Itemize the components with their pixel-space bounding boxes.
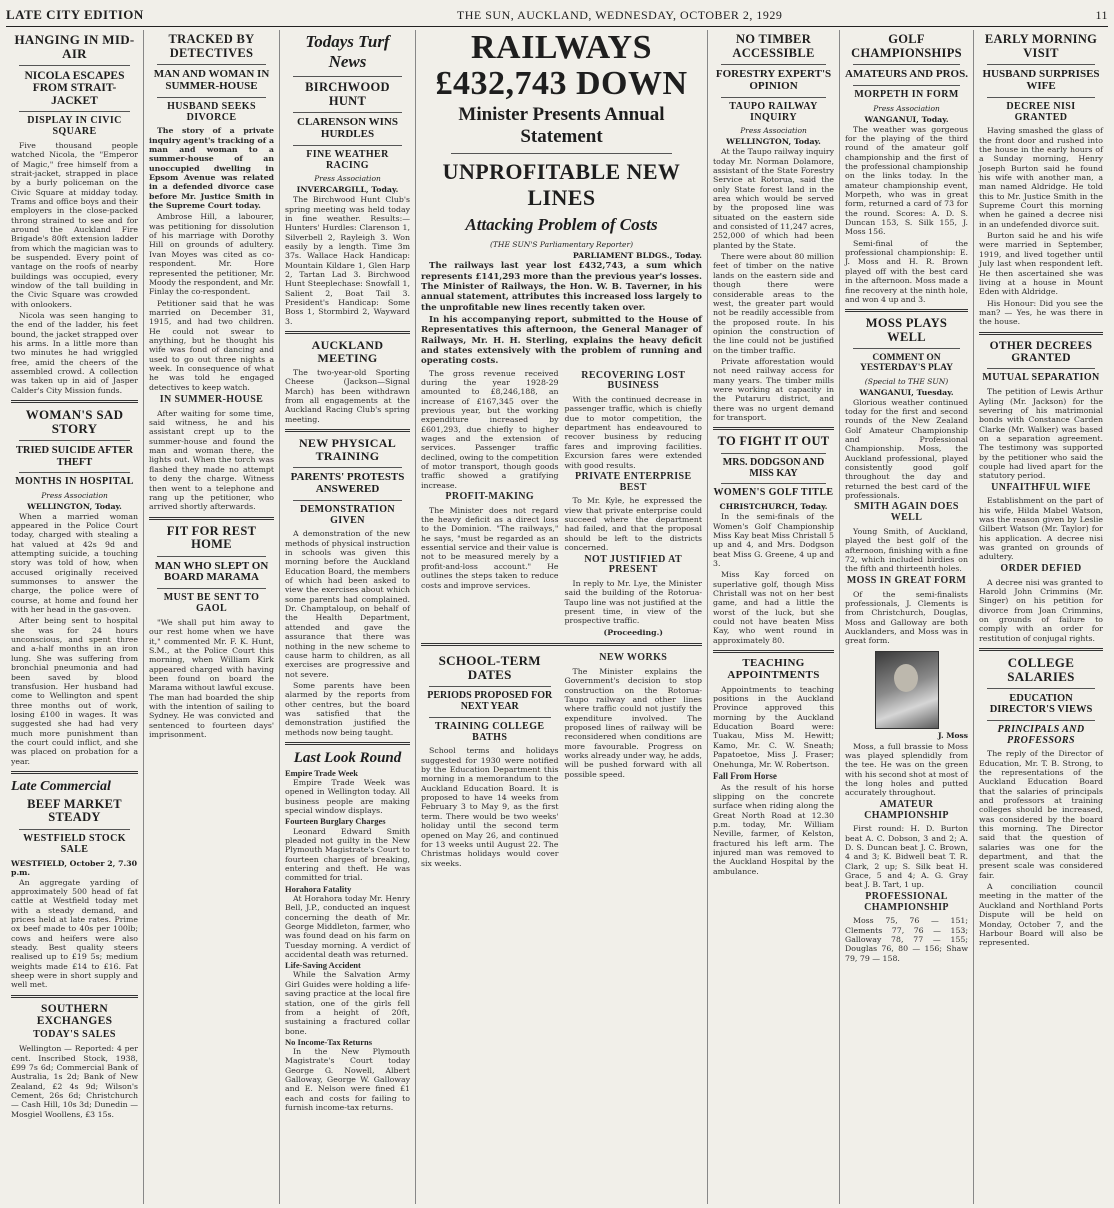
headline-birchwood: BIRCHWOOD HUNT (305, 80, 390, 108)
paragraph: The gross revenue received during the year 1928-29 amounted to £8,246,188, an increase of £167,345 over the previous year, but the working expenditure increased by £601,293, due chiefly to higher wages and the extension of services. Passenger traffic declined, owing to the competition of motor transport, though goods traffic showed a gratifying increase. (421, 368, 559, 490)
press-credit: Press Association (41, 490, 108, 500)
paragraph: At the Taupo railway inquiry today Mr. Norman Dolamore, assistant of the State Forestry Service at Rotorua, said the only State forest land in the area which would be served by the proposed line was situated on the eastern side and consisted of 11,247 acres, 252,000 of which had been planted by the State. (713, 147, 834, 250)
subhead-baths: TRAINING COLLEGE BATHS (435, 720, 545, 743)
paragraph: In the semi-finals of the Women's Golf Championship Miss Kay beat Miss Christall 5 up and 4, and Mrs. Dodgson beat Miss G. Greene, 4 up and 3. (713, 512, 834, 568)
paragraph: Nicola was seen hanging to the end of the ladder, his feet bound, the jacket strapped over his arms. In a little more than two minutes he had wriggled free, amid the cheers of the assembled crowd. A collection was taken up in aid of Jasper Calder's City Mission funds. (11, 311, 138, 395)
paragraph: Moss, a full brassie to Moss was played splendidly from the tee. He was on the green with his second shot at most of the long holes and putted accurately throughout. (845, 741, 968, 798)
headline-early-morning: EARLY MORNING VISIT (984, 32, 1098, 60)
dateline: WELLINGTON, Today. (726, 137, 821, 147)
brief-heading: Life-Saving Accident (285, 960, 361, 971)
paragraph: A decree nisi was granted to Harold John Crimmins (Mr. Singer) on his petition for divorce from Joan Crimmins, on grounds of failure to comply with an order for restitution of conjugal rights. (979, 577, 1103, 643)
article-body (979, 126, 1103, 326)
subhead-smith: SMITH AGAIN DOES WELL (854, 501, 959, 524)
subhead-golf-title: WOMEN'S GOLF TITLE (713, 487, 834, 499)
subhead-amateurs: AMATEURS AND PROS. (845, 68, 968, 80)
late-commercial-heading: Late Commercial (11, 778, 111, 794)
subhead-pro-champ: PROFESSIONAL CHAMPIONSHIP (864, 890, 949, 913)
subhead-gaol: MUST BE SENT TO GAOL (163, 592, 260, 615)
press-credit: Press Association (873, 103, 940, 113)
paragraph: Semi-final of the professional championship: E. J. Moss and H. R. Brown played off with the best card in the afternoon. Moss made a fine recovery at the ninth hole, and won 4 up and 3. (845, 238, 968, 304)
subhead-new-works: NEW WORKS (599, 652, 668, 664)
paragraph: As the result of his horse slipping on the concrete surface when riding along the Great North Road at 12.30 p.m. today, Mr. William Neville, farmer, of Kelston, fractured his left arm. The injured man was removed to the Auckland Hospital by the ambulance. (713, 782, 834, 876)
column-4-railways (416, 30, 708, 1204)
headline-fight: TO FIGHT IT OUT (717, 434, 830, 449)
press-credit: Press Association (314, 174, 381, 184)
subhead-protests: PARENTS' PROTESTS ANSWERED (290, 471, 405, 495)
last-look-heading: Last Look Round (293, 749, 402, 766)
paragraph: The Birchwood Hunt Club's spring meeting was held today in fine weather. Results:— Hunters' Hurdles: Clarenson 1, Silverbell 2, Rayleigh 3. Won easily by a length. Time 3m 37s. Wallace Hack Handicap: Mountain Kildare 1, Glen Harp 2, Tartan Lad 3. Birchwood Hunt Steeplechase: Snowfall 1, Salient 2, Boat Tail 3. President's Handicap: Some Boss 1, Stormbird 2, Wayward 3. (285, 195, 410, 326)
headline-beef: BEEF MARKET STEADY (27, 796, 122, 825)
subhead-dodgson: MRS. DODGSON AND MISS KAY (722, 456, 825, 479)
column-3 (280, 30, 416, 1204)
paragraph: After being sent to hospital she was for 24 hours unconscious, and spent three and a-half months in an iron lung. She was suffering from bronchial pneumonia and had been saved by blood transfusion. Her husband had come to Wellington and spent three months out of work, losing £100 in wages. It was suggested she had had very much more punishment than the court could inflict, and she was placed on probation for a year. (11, 616, 138, 766)
paragraph: "We shall put him away to our rest home when we have it," commented Mr. F. K. Hunt, S.M., at the Police Court this morning, when William Kirk appeared charged with having been found on board the Marama without lawful excuse. The man had boarded the ship with the intention of sailing to Sydney. He was convicted and sentenced to fourteen days' imprisonment. (149, 617, 274, 740)
special-credit: (Special to THE SUN) (864, 376, 949, 386)
paragraph: School terms and holidays suggested for 1930 were notified by the Education Department this morning in a memorandum to the Auckland Education Board. It is proposed to have 14 weeks from February 3 to May 9, as the first term. There would be two weeks' holiday until the second term opened on May 26, and continued for 13 weeks until August 22. The Christmas holidays would cover six weeks. (421, 746, 559, 868)
subhead-private: PRIVATE ENTERPRISE BEST (574, 470, 692, 493)
paragraph: In reply to Mr. Lye, the Minister said the building of the Rotorua-Taupo line was not justified at the present time, in view of the prospective traffic. (564, 579, 702, 626)
paragraph: While the Salvation Army Girl Guides were holding a life-saving practice at the local fire station, one of the girls fell from a height of 20ft, sustaining a fractured collar bone. (285, 970, 410, 1036)
subhead-taupo: TAUPO RAILWAY INQUIRY (729, 100, 818, 123)
paragraph: The petition of Lewis Arthur Ayling (Mr. Jackson) for the severing of his matrimonial bonds with Constance Carden Clarke (Mr. Walker) was based on a separation agreement. The testimony was supported by the petitioner who said the couple had lived apart for the statutory period. (979, 387, 1103, 481)
headline-hanging: HANGING IN MID-AIR (14, 32, 135, 62)
subhead-weather: FINE WEATHER RACING (306, 148, 389, 171)
headline-golf: GOLF CHAMPIONSHIPS (851, 32, 962, 60)
article-body (11, 512, 138, 766)
headline-physical-training: NEW PHYSICAL TRAINING (298, 436, 397, 464)
paragraph: Empire Trade Week was opened in Wellington today. All business people are making special window displays. (285, 778, 410, 816)
brief-heading: Fall From Horse (713, 770, 777, 781)
briefs (285, 769, 410, 1113)
headline-exchanges: SOUTHERN EXCHANGES (36, 1002, 113, 1028)
moss-portrait (875, 651, 939, 729)
paragraph: When a married woman appeared in the Police Court today, charged with stealing a hat valued at 42s 9d and attempting suicide, a touching story was told of how, when accused originally received summonses to answer the charge, the police were of course, at home and found her with her head in the gas-oven. (11, 511, 138, 615)
paragraph: His Honour: Did you see the man? — Yes, he was there in the house. (979, 298, 1103, 327)
paragraph: The Minister explains the Government's decision to stop construction on the Rotorua-Taupo railway and other lines where traffic could not justify the expenditure involved. The proposed lines of railway will be reconsidered when conditions are more favourable. Progress on works already under way, he adds, will be pushed forward with all possible speed. (564, 666, 702, 779)
paragraph: Five thousand people watched Nicola, the "Emperor of Magic," free himself from a strait-jacket, strapped in place by a burly policeman on the Civic Square at midday today. Trams and office boys and their employers in the close-packed throng strained to see and for around the Auckland Fire Brigade's 80ft extension ladder from which the magician was to be suspended. Every point of vantage on the roofs of nearby buildings was occupied, every window of the tall building in the Civic Square was crowded with onlookers. (11, 140, 138, 309)
paragraph: There were about 80 million feet of timber on the native lands on the eastern side and though there were considerable areas to the west, the greater part would not be readily accessible from the proposed route. In his opinion the construction of the line could not be justified on the timber traffic. (713, 252, 834, 355)
subcolumn-right (565, 369, 703, 639)
lower-subcolumns (421, 651, 702, 870)
paragraph: Petitioner said that he was married on December 31, 1915, and had two children. He could not swear to anything, but he thought his wife was fond of dancing and used to go out three nights a week. In consequence of what he was told he engaged detectives to keep watch. (149, 298, 274, 392)
article-body (149, 618, 274, 739)
column-5 (708, 30, 840, 1204)
headline-rest-home: FIT FOR REST HOME (166, 523, 257, 552)
subhead-comment: COMMENT ON YESTERDAY'S PLAY (859, 353, 953, 374)
headline-timber: NO TIMBER ACCESSIBLE (732, 32, 815, 60)
press-credit: (THE SUN'S Parliamentary Reporter) (490, 240, 633, 250)
subhead-divorce: HUSBAND SEEKS DIVORCE (167, 100, 256, 123)
column-6 (840, 30, 974, 1204)
headline-college-salaries: COLLEGE SALARIES (1007, 655, 1075, 685)
banner-headline: RAILWAYS £432,743 DOWN (435, 30, 688, 102)
paragraph: Glorious weather continued today for the first and second rounds of the New Zealand Golf Amateur Championship and Professional Championship. Moss, the Auckland professional, played consistently good golf throughout the day and returned the best card of the professionals. (845, 397, 968, 501)
article-body (979, 749, 1103, 947)
article-body (845, 125, 968, 305)
paragraph: In the New Plymouth Magistrate's Court today George G. Nowell, Albert Galloway, George W. Galloway and E. Nelson were fined £1 each and costs for failing to furnish income-tax returns. (285, 1047, 410, 1113)
paragraph: Moss 75, 76 — 151; Clements 77, 76 — 153; Galloway 78, 77 — 155; Douglas 76, 80 — 156; Shaw 79, 79 — 158. (845, 916, 968, 963)
paragraph: Private afforestation would not need railway access for many years. The timber mills were working at capacity in the Putaruru district, and there was no urgent demand for transport. (713, 356, 834, 422)
paragraph: The reply of the Director of Education, Mr. T. B. Strong, to the representations of the Auckland Education Board that the salaries of principals and professors at training colleges should be increased, was considered by the board this morning. The Director said that the question of salaries was one for the department, and that the present scale was considered fair. (979, 749, 1103, 880)
paragraph: Establishment on the part of his wife, Hilda Mabel Watson, was the reason given by Leslie Gilbert Watson (Mr. Taylor) for his application. A decree nisi was granted on grounds of adultery. (979, 496, 1103, 562)
article-body (845, 742, 968, 963)
paragraph: First round: H. D. Burton beat A. C. Dobson, 3 and 2; A. D. S. Duncan beat J. C. Brown, 4 and 3; K. Bidwell beat T. R. Clark, 2 up; S. Silk beat H. Grace, 5 and 4; A. G. Gray beat J. B. Tart, 1 up. (845, 824, 968, 890)
headline-woman: WOMAN'S SAD STORY (25, 407, 124, 437)
paragraph: Having smashed the glass of the front door and rushed into the house in the early hours of a Sunday morning, Henry Joseph Burton said he found his wife with another man, a man named Aldridge. He told this to Mr. Justice Smith in the Supreme Court this morning when he gained a decree nisi in an undefended divorce suit. (979, 126, 1103, 229)
paragraph: A conciliation council meeting in the matter of the Auckland and Northland Ports Dispute will be held on Monday, October 7, and the Harbour Board will also be represented. (979, 882, 1103, 948)
subhead-recovering: RECOVERING LOST BUSINESS (581, 369, 686, 392)
paragraph: After waiting for some time, said witness, he and his assistant crept up to the summer-house and found the man and woman there, the lights out. When the torch was flashed they made no attempt to deny the charge. Witness then went to a telephone and rang up the petitioner, who arrived shortly afterwards. (149, 408, 274, 512)
dateline: PARLIAMENT BLDGS., Today. (572, 251, 702, 261)
press-credit: Press Association (740, 126, 807, 136)
headline-auckland-meeting: AUCKLAND MEETING (311, 338, 384, 366)
paragraph: Leonard Edward Smith pleaded not guilty in the New Plymouth Magistrate's Court to fourteen charges of breaking, entering and theft. He was committed for trial. (285, 826, 410, 883)
paragraph: Appointments to teaching positions in the Auckland Province approved this morning by the Auckland Education Board were: Tuakau, Miss M. Hewitt; Kamo, Mr. C. W. Sneath; Papatoetoe, Miss J. Fraser; Onehunga, Mr. W. Robertson. (713, 684, 834, 769)
subhead-forestry: FORESTRY EXPERT'S OPINION (715, 68, 832, 92)
paragraph: An aggregate yarding of approximately 500 head of fat cattle at Westfield today met with a steady demand, and prices held at late rates. Prime ox beef made to 40s per 100lb; cows and heifers were also steady. Best quality steers realised up to £19 5s; medium weights made £14 to £16. Fat sheep were in short supply and well met. (11, 877, 138, 990)
brief-heading: No Income-Tax Returns (285, 1036, 373, 1047)
brief-heading: Fourteen Burglary Charges (285, 816, 386, 827)
paragraph: A demonstration of the new methods of physical instruction in schools was given this morning before the Auckland Education Board, the members of which had been asked to view the exercises about which some parents had complained. Dr. Champtaloup, on behalf of the Health Department, attended and gave the assurance that there was nothing in the new scheme to cause harm to children, as all exercises are progressive and not severe. (285, 529, 410, 679)
article-body (11, 878, 138, 990)
subcolumn-left (421, 369, 559, 639)
paragraph: Ambrose Hill, a labourer, was petitioning for dissolution of his marriage with Dorothy Hill on grounds of adultery. Ivan Moyes was cited as co-respondent. Mr. Hore represented the petitioner, Mr. Moody the respondent, and Mr. Finlay the co-respondent. (149, 212, 274, 297)
headline-school-term: SCHOOL-TERM DATES (438, 653, 541, 683)
article-body (285, 529, 410, 737)
paragraph: In his accompanying report, submitted to the House of Representatives this afternoon, the General Manager of Railways, Mr. H. H. Sterling, explains the heavy deficit and states extensively with the problem of running and operating costs. (421, 314, 702, 367)
paragraph: Some parents have been alarmed by the reports from other centres, but the board was satisfied that the demonstration justified the methods now being taught. (285, 680, 410, 737)
article-body (713, 685, 834, 876)
dateline: CHRISTCHURCH, Today. (719, 502, 828, 512)
paragraph: Burton said he and his wife were married in September, 1919, and lived together until July last when respondent left. He then ascertained she was living at a house in Mount Eden with Aldridge. (979, 231, 1103, 297)
photo-caption: J. Moss (938, 730, 968, 740)
masthead-title: THE SUN, AUCKLAND, WEDNESDAY, OCTOBER 2, 1929 (456, 7, 783, 22)
continuation-note: (Proceeding.) (603, 627, 663, 637)
article-body (713, 512, 834, 645)
page-number: 11 (1095, 7, 1108, 22)
subhead-months: MONTHS IN HOSPITAL (15, 475, 134, 487)
subhead-clarenson: CLARENSON WINS HURDLES (297, 116, 398, 140)
subhead-unfaithful: UNFAITHFUL WIFE (991, 481, 1091, 493)
edition-label: LATE CITY EDITION (6, 7, 144, 22)
article-body (11, 1044, 138, 1119)
subhead-mutual: MUTUAL SEPARATION (982, 372, 1100, 384)
turf-news-heading: Todays Turf News (305, 32, 390, 71)
subhead-in-summer-house: IN SUMMER-HOUSE (159, 393, 264, 405)
subhead-demonstration: DEMONSTRATION GIVEN (299, 503, 396, 526)
headline-other-decrees: OTHER DECREES GRANTED (989, 339, 1093, 364)
brief-heading: Empire Trade Week (285, 767, 359, 778)
article-body (285, 368, 410, 424)
paragraph: Young Smith, of Auckland, played the best golf of the afternoon, finishing with a fine 72, which included birdies on the fifth and thirteenth holes. (845, 527, 968, 574)
new-works-block (565, 651, 703, 870)
railways-subcolumns (421, 369, 702, 639)
column-2 (144, 30, 280, 1204)
paragraph: The railways last year lost £432,743, a sum which represents £141,293 more than the previous year's losses. The Minister of Railways, the Hon. W. B. Taverner, in his annual statement, attributes this increased loss largely to the unprofitable new lines recently taken over. (421, 261, 702, 313)
subhead-decree: DECREE NISI GRANTED (1006, 100, 1076, 123)
subhead-order: ORDER DEFIED (1000, 562, 1082, 574)
subhead-husband: HUSBAND SURPRISES WIFE (982, 68, 1100, 92)
article-body (149, 126, 274, 511)
subhead-not-justified: NOT JUSTIFIED AT PRESENT (584, 553, 683, 576)
paragraph: Of the semi-finalists professionals, J. Clements is from Christchurch, Douglas, Moss and Galloway are both Aucklanders, and Moss was in great form. (845, 589, 968, 646)
paragraph: The two-year-old Sporting Cheese (Jackson—Signal March) has been withdrawn from all engagements at the Auckland Racing Club's spring meeting. (285, 368, 410, 424)
subhead-marama: MAN WHO SLEPT ON BOARD MARAMA (154, 559, 269, 584)
subhead-suicide: TRIED SUICIDE AFTER THEFT (15, 445, 134, 468)
masthead (6, 4, 1108, 27)
paragraph: With the continued decrease in passenger traffic, which is chiefly due to motor competition, the department has endeavoured to recover business by reducing fares and improving facilities. Excursion fares were extended with good results. (564, 395, 702, 470)
dateline: WESTFIELD, October 2, 7.30 p.m. (11, 858, 138, 877)
banner-subhead: Minister Presents Annual Statement (458, 104, 665, 148)
brief-heading: Horahora Fatality (285, 883, 352, 894)
subhead-sales: TODAY'S SALES (33, 1029, 116, 1041)
paragraph: Wellington — Reported: 4 per cent. Inscribed Stock, 1938, £99 7s 6d; Commercial Bank of Australia, 1s 2d; Bank of New Zealand, £2 4s 9d; Wilson's Cement, 26s 6d; Christchurch — Cash Hill, 10s 3d; Dunedin — Mosgiel Woollens, £3 15s. (11, 1044, 138, 1119)
dateline: WANGANUI, Today. (864, 114, 949, 124)
article-body (11, 141, 138, 395)
column-7 (974, 30, 1108, 1204)
article-body (285, 195, 410, 326)
column-1 (6, 30, 144, 1204)
subhead-summer-house: MAN AND WOMAN IN SUMMER-HOUSE (153, 68, 270, 92)
subhead-director: EDUCATION DIRECTOR'S VIEWS (989, 693, 1093, 716)
subhead-display: DISPLAY IN CIVIC SQUARE (27, 115, 122, 138)
dateline: WANGANUI, Tuesday. (859, 387, 954, 397)
subhead-westfield: WESTFIELD STOCK SALE (23, 832, 126, 855)
school-term-block (421, 651, 559, 870)
paragraph: At Horahora today Mr. Henry Bell, J.P., conducted an inquest concerning the death of Mr. George Middleton, farmer, who was found dead on his farm on Tuesday morning. A verdict of accidental death was returned. (285, 893, 410, 959)
subhead-great-form: MOSS IN GREAT FORM (846, 574, 967, 586)
lead-paragraph: The story of a private inquiry agent's tracking of a man and woman to a summer-house of an unoccupied dwelling in Epsom Avenue was related in a defended divorce case before Mr. Justice Smith in the Supreme Court today. (149, 126, 274, 211)
dateline: WELLINGTON, Today. (27, 501, 122, 511)
paragraph: The weather was gorgeous for the playing of the third round of the amateur golf championship and the first of the professional championship on the links today. In the amateur championship event, Morpeth, who was in great form, returned a card of 73 for the round. Scores: A. D. S. Duncan 153, S. Silk 155, J. Moss 156. (845, 124, 968, 237)
paragraph: To Mr. Kyle, he expressed the view that private enterprise could succeed where the department had failed, and that the proposal should be left to the districts concerned. (564, 496, 702, 553)
banner-subhead-3: Attacking Problem of Costs (465, 215, 658, 235)
article-body (845, 398, 968, 646)
subhead-morpeth: MORPETH IN FORM (854, 88, 959, 100)
paragraph: Miss Kay forced on superlative golf, though Miss Christall was not on her best game, and had a little the worst of the luck, but she could not have beaten Miss Kay, who went round in approximately 80. (713, 570, 834, 645)
article-body (421, 746, 559, 867)
article-lead (421, 261, 702, 366)
subhead-periods: PERIODS PROPOSED FOR NEXT YEAR (427, 690, 553, 713)
subhead-profit: PROFIT-MAKING (445, 490, 535, 502)
subhead-amateur-champ: AMATEUR CHAMPIONSHIP (864, 798, 949, 821)
paragraph: The Minister does not regard the heavy deficit as a direct loss to the Dominion. "The railways," he says, "must be regarded as an essential service and their value is not to be measured merely by a profit-and-loss account." He outlines the steps taken to reduce costs and improve services. (421, 505, 559, 590)
headline-teaching: TEACHING APPOINTMENTS (727, 657, 820, 681)
headline-moss: MOSS PLAYS WELL (865, 316, 948, 344)
banner-subhead-2: UNPROFITABLE NEW LINES (442, 159, 681, 211)
article-body (713, 147, 834, 422)
subhead-principals: PRINCIPALS AND PROFESSORS (997, 723, 1085, 746)
article-body (979, 387, 1103, 643)
headline-tracked: TRACKED BY DETECTIVES (168, 32, 255, 60)
dateline: INVERCARGILL, Today. (296, 185, 399, 195)
subhead-nicola: NICOLA ESCAPES FROM STRAIT-JACKET (24, 70, 125, 107)
